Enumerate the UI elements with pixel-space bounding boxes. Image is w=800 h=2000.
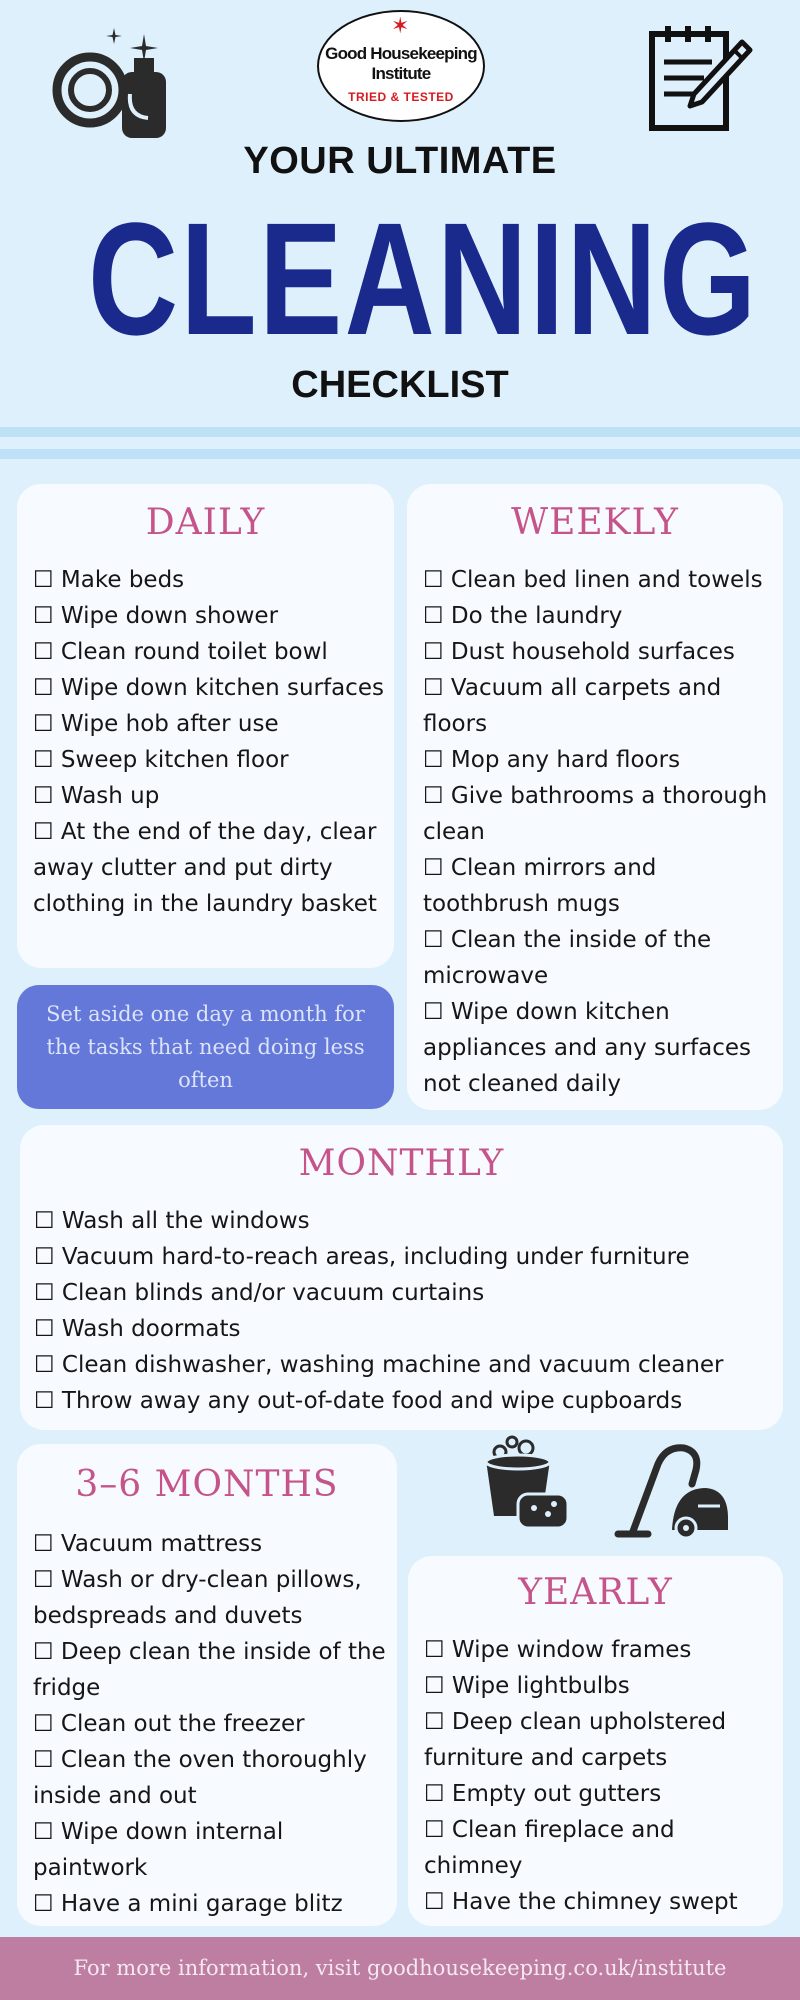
logo-line-1: Good Housekeeping xyxy=(325,44,477,63)
list-item: ☐ Clean mirrors and toothbrush mugs xyxy=(423,855,657,917)
list-item: ☐ Vacuum all carpets and floors xyxy=(423,675,722,737)
list-item: ☐ Wipe lightbulbs xyxy=(424,1673,630,1699)
list-item: ☐ Throw away any out-of-date food and wipe cupboards xyxy=(34,1388,683,1414)
list-item: ☐ Clean bed linen and towels xyxy=(423,567,763,593)
list-item: ☐ Dust household surfaces xyxy=(423,639,735,665)
vacuum-cleaner-icon xyxy=(612,1440,734,1540)
monthly-card xyxy=(20,1125,783,1430)
dishes-sparkle-icon xyxy=(48,24,174,142)
list-item: ☐ Have the chimney swept xyxy=(424,1889,738,1915)
list-item: ☐ Clean the inside of the microwave xyxy=(423,927,712,989)
weekly-title: WEEKLY xyxy=(511,502,679,543)
three-six-months-title: 3–6 MONTHS xyxy=(75,1464,339,1505)
list-item: ☐ Wash up xyxy=(33,783,160,809)
logo-tagline: TRIED & TESTED xyxy=(348,90,454,104)
monthly-list xyxy=(34,1203,773,1419)
list-item: ☐ Wipe down kitchen appliances and any surfaces not cleaned daily xyxy=(423,999,751,1097)
list-item: ☐ Wipe down shower xyxy=(33,603,279,629)
list-item: ☐ Wash all the windows xyxy=(34,1208,310,1234)
yearly-list xyxy=(424,1632,773,1920)
list-item: ☐ Do the laundry xyxy=(423,603,623,629)
list-item: ☐ Wipe down internal paintwork xyxy=(33,1819,284,1881)
list-item: ☐ Vacuum mattress xyxy=(33,1531,263,1557)
daily-list xyxy=(33,562,384,922)
list-item: ☐ Have a mini garage blitz xyxy=(33,1891,343,1917)
list-item: ☐ Empty out gutters xyxy=(424,1781,662,1807)
list-item: ☐ Deep clean the inside of the fridge xyxy=(33,1639,386,1701)
list-item: ☐ Sweep kitchen floor xyxy=(33,747,289,773)
three-six-months-list xyxy=(33,1526,387,1922)
list-item: ☐ Wash or dry-clean pillows, bedspreads and duvets xyxy=(33,1567,362,1629)
list-item: ☐ Vacuum hard-to-reach areas, including under furniture xyxy=(34,1244,690,1270)
star-icon: ✶ xyxy=(391,14,410,39)
monthly-title: MONTHLY xyxy=(298,1143,505,1184)
list-item: ☐ Make beds xyxy=(33,567,185,593)
yearly-title: YEARLY xyxy=(518,1572,673,1613)
list-item: ☐ Wipe window frames xyxy=(424,1637,692,1663)
list-item: ☐ Clean fireplace and chimney xyxy=(424,1817,675,1879)
list-item: ☐ Wipe hob after use xyxy=(33,711,279,737)
weekly-card xyxy=(407,484,783,1110)
divider-stripe xyxy=(0,427,800,437)
list-item: ☐ Deep clean upholstered furniture and carpets xyxy=(424,1709,727,1771)
list-item: ☐ Clean the oven thoroughly inside and out xyxy=(33,1747,367,1809)
daily-card xyxy=(17,484,394,968)
weekly-list xyxy=(423,562,773,1102)
title-top: YOUR ULTIMATE xyxy=(243,140,557,182)
list-item: ☐ Mop any hard floors xyxy=(423,747,681,773)
footer-info: For more information, visit goodhousekeeping.co.uk/institute xyxy=(0,1937,800,2000)
good-housekeeping-logo xyxy=(317,10,485,122)
list-item: ☐ Clean dishwasher, washing machine and vacuum cleaner xyxy=(34,1352,724,1378)
list-item: ☐ Clean round toilet bowl xyxy=(33,639,328,665)
daily-title: DAILY xyxy=(145,502,266,543)
three-six-months-card xyxy=(17,1444,397,1926)
title-main: CLEANING xyxy=(88,189,759,368)
list-item: ☐ Wash doormats xyxy=(34,1316,241,1342)
list-item: ☐ At the end of the day, clear away clutter and put dirty clothing in the laundry basket xyxy=(33,819,377,917)
list-item: ☐ Wipe down kitchen surfaces xyxy=(33,675,384,701)
divider-stripe xyxy=(0,449,800,459)
title-bottom: CHECKLIST xyxy=(291,364,509,406)
list-item: ☐ Clean blinds and/or vacuum curtains xyxy=(34,1280,485,1306)
logo-line-2: Institute xyxy=(371,64,431,83)
list-item: ☐ Give bathrooms a thorough clean xyxy=(423,783,768,845)
notepad-pencil-icon xyxy=(646,22,754,134)
list-item: ☐ Clean out the freezer xyxy=(33,1711,305,1737)
monthly-tip-note: Set aside one day a month for the tasks that need doing less often xyxy=(17,985,394,1109)
yearly-card xyxy=(408,1556,783,1926)
bucket-sponge-icon xyxy=(478,1432,574,1532)
